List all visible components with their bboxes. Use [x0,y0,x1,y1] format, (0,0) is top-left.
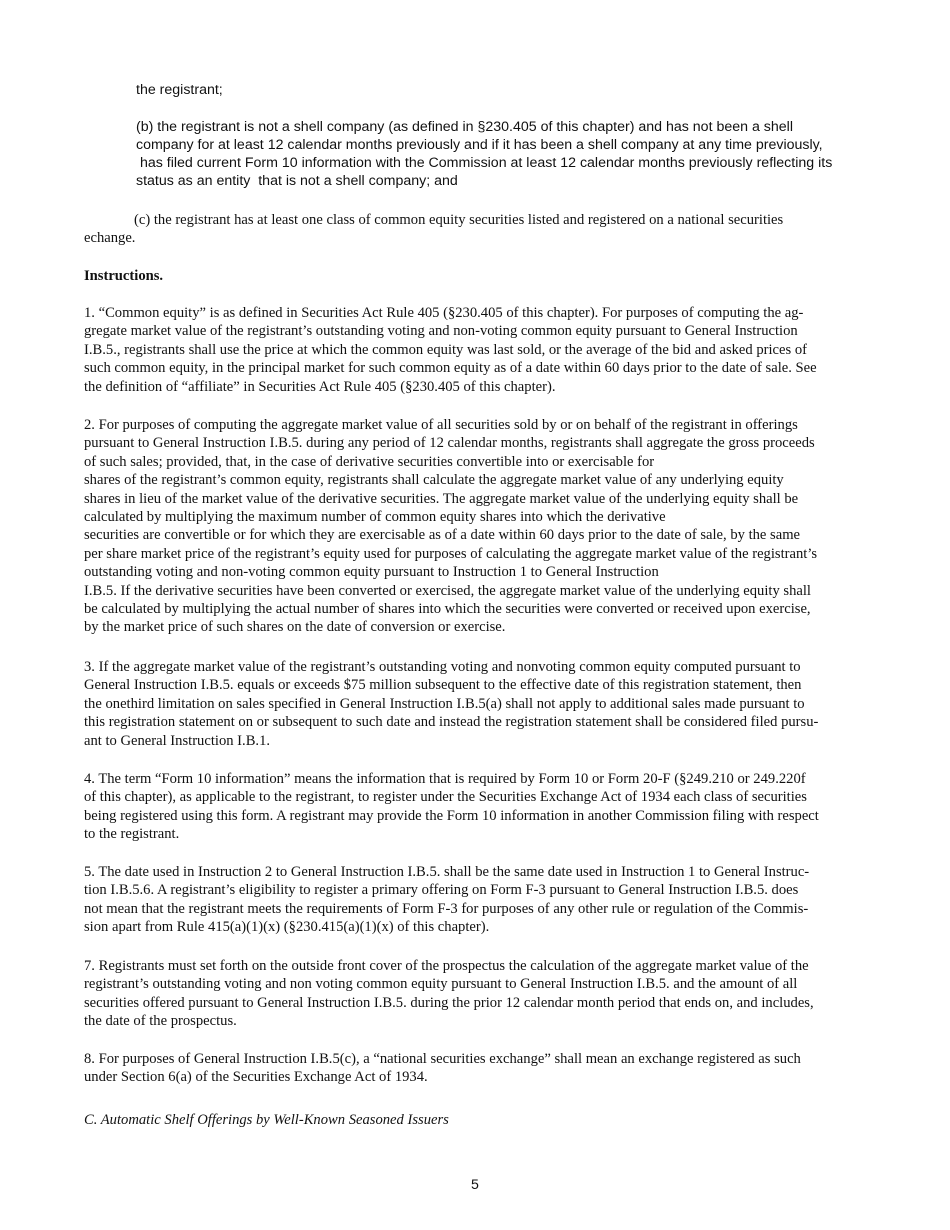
text-line: 7. Registrants must set forth on the outside front cover of the prospectus the calculation of the aggregate market value of the [84,958,809,974]
text-line: be calculated by multiplying the actual number of shares into which the securities were converted or received upon exercise, [84,601,811,618]
text-line: of this chapter), as applicable to the registrant, to register under the Securities Exchange Act of 1934 each class of securities [84,789,807,806]
text-line: 1. “Common equity” is as defined in Securities Act Rule 405 (§230.405 of this chapter). For purposes of computing the ag- [84,305,804,321]
instruction-2 [84,416,870,637]
text-line: gregate market value of the registrant’s outstanding voting and non-voting common equity pursuant to General Instruction [84,323,798,340]
page-number: 5 [471,1177,479,1193]
registrant-line [136,81,866,99]
text-line: under Section 6(a) of the Securities Exchange Act of 1934. [84,1069,428,1086]
text-line: this registration statement on or subsequent to such date and instead the registration statement shall be considered filed pursu- [84,714,819,731]
text-line: calculated by multiplying the maximum number of common equity shares into which the derivative [84,509,666,526]
text-line: 4. The term “Form 10 information” means the information that is required by Form 10 or Form 20-F (§249.210 or 249.220f [84,771,806,787]
text-line: such common equity, in the principal market for such common equity as of a date within 60 days prior to the date of sale. See [84,360,817,377]
text-line: 2. For purposes of computing the aggregate market value of all securities sold by or on behalf of the registrant in offerings [84,417,798,433]
text-line: per share market price of the registrant’s equity used for purposes of calculating the aggregate market value of the registrant’s [84,545,818,562]
instruction-3 [84,658,870,750]
text-line: securities offered pursuant to General Instruction I.B.5. during the prior 12 calendar month period that ends on, and includes, [84,994,814,1011]
text-line: pursuant to General Instruction I.B.5. during any period of 12 calendar months, registrants shall aggregate the gross proceeds [84,435,815,452]
text-line: shares of the registrant’s common equity, registrants shall calculate the aggregate market value of any underlying equity [84,472,784,489]
paragraph-b [136,118,866,190]
text-line: the onethird limitation on sales specified in General Instruction I.B.5(a) shall not apply to additional sales made pursuant to [84,695,805,712]
text-line: being registered using this form. A registrant may provide the Form 10 information in another Commission filing with respect [84,807,819,824]
text-line: the date of the prospectus. [84,1013,237,1030]
text-line: 8. For purposes of General Instruction I.B.5(c), a “national securities exchange” shall mean an exchange registered as such [84,1051,801,1067]
instruction-5 [84,863,870,937]
paragraph-c [84,211,870,248]
text-line: by the market price of such shares on the date of conversion or exercise. [84,619,506,636]
text-line: echange. [84,230,136,247]
text-line: (c) the registrant has at least one class of common equity securities listed and registered on a national securities [134,212,784,228]
text-line: (b) the registrant is not a shell company (as defined in §230.405 of this chapter) and has not been a shell [136,119,793,135]
text-line: the registrant; [136,82,223,98]
text-line: I.B.5., registrants shall use the price at which the common equity was last sold, or the average of the bid and asked prices of [84,341,807,358]
text-line: the definition of “affiliate” in Securities Act Rule 405 (§230.405 of this chapter). [84,378,556,395]
text-line: shares in lieu of the market value of the derivative securities. The aggregate market value of the underlying equity shall be [84,490,799,507]
text-line: status as an entity that is not a shell company; and [136,173,458,189]
text-line: 5. The date used in Instruction 2 to General Instruction I.B.5. shall be the same date used in Instruction 1 to General Instruc- [84,864,810,880]
text-line: tion I.B.5.6. A registrant’s eligibility to register a primary offering on Form F-3 pursuant to General Instruction I.B.5. does [84,882,799,899]
text-line: registrant’s outstanding voting and non voting common equity pursuant to General Instruction I.B.5. and the amount of all [84,976,798,993]
text-line: has filed current Form 10 information with the Commission at least 12 calendar months previously reflecting its [136,155,833,171]
instruction-4 [84,770,870,844]
text-line: company for at least 12 calendar months previously and if it has been a shell company at any time previously, [136,137,823,153]
text-line: General Instruction I.B.5. equals or exceeds $75 million subsequent to the effective date of this registration statement, then [84,677,802,694]
text-line: outstanding voting and non-voting common equity pursuant to Instruction 1 to General Instruction [84,564,659,581]
section-c-heading: C. Automatic Shelf Offerings by Well-Known Seasoned Issuers [84,1112,449,1128]
text-line: of such sales; provided, that, in the case of derivative securities convertible into or exercisable for [84,453,655,470]
text-line: not mean that the registrant meets the requirements of Form F-3 for purposes of any other rule or regulation of the Commis- [84,900,809,917]
text-line: sion apart from Rule 415(a)(1)(x) (§230.415(a)(1)(x) of this chapter). [84,919,490,936]
instruction-8 [84,1050,870,1087]
text-line: I.B.5. If the derivative securities have been converted or exercised, the aggregate market value of the underlying equity shall [84,582,811,599]
instruction-1 [84,304,870,396]
instruction-7 [84,957,870,1031]
text-line: 3. If the aggregate market value of the registrant’s outstanding voting and nonvoting common equity computed pursuant to [84,659,801,675]
text-line: ant to General Instruction I.B.1. [84,732,271,749]
text-line: to the registrant. [84,826,180,843]
instructions-heading: Instructions. [84,268,164,284]
text-line: securities are convertible or for which they are exercisable as of a date within 60 days prior to the date of sale, by the same [84,527,801,544]
